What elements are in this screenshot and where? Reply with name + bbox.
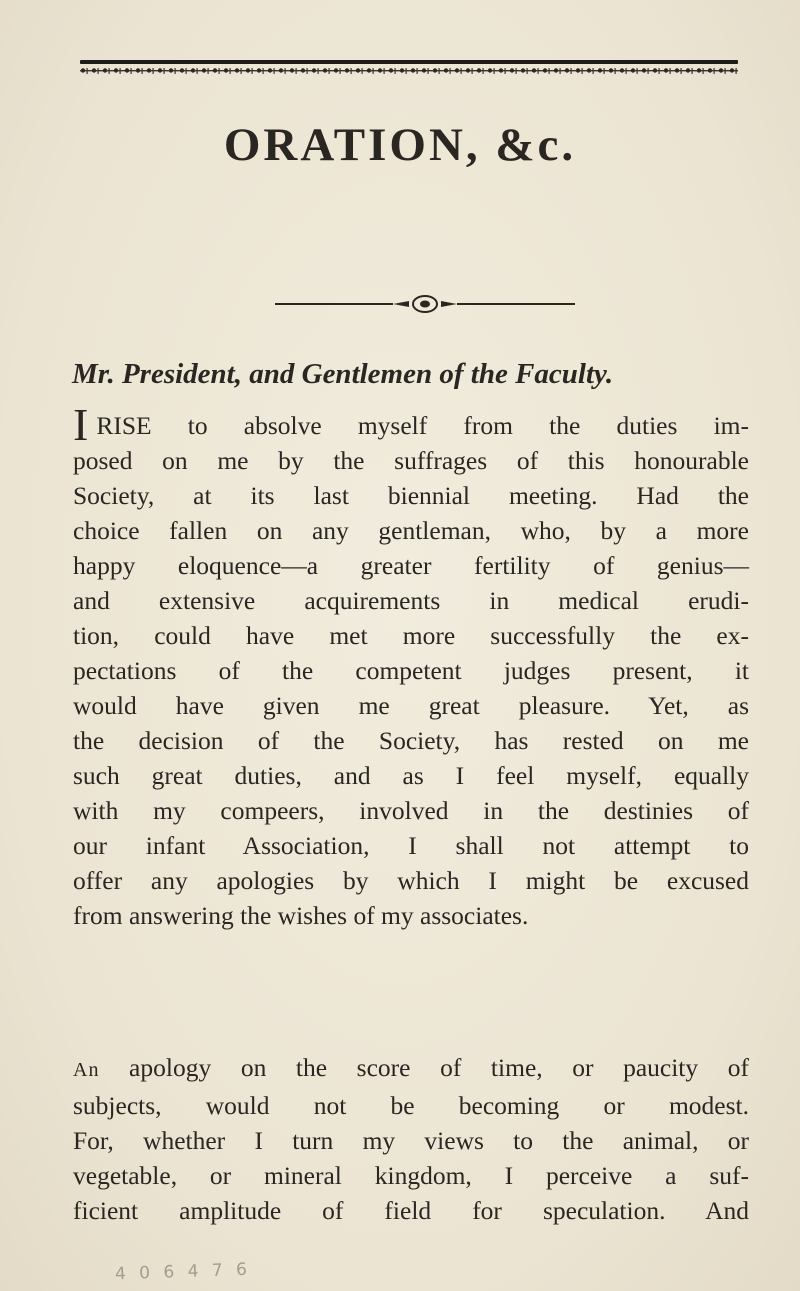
top-rule bbox=[80, 60, 738, 64]
paragraph-line: happy eloquence—a greater fertility of genius— bbox=[73, 551, 749, 580]
paragraph-line: For, whether I turn my views to the animal, or bbox=[73, 1126, 749, 1155]
paragraph-line: vegetable, or mineral kingdom, I perceive a suf- bbox=[73, 1161, 749, 1190]
line-text: apology on the score of time, or paucity of bbox=[99, 1053, 749, 1082]
paragraph-line: Society, at its last biennial meeting. Had the bbox=[73, 481, 749, 510]
line-text: to absolve myself from the duties im- bbox=[151, 411, 749, 440]
paragraph-line: ficient amplitude of field for speculation. And bbox=[73, 1196, 749, 1225]
paragraph-2 bbox=[73, 1050, 749, 1228]
paragraph-line: such great duties, and as I feel myself, equally bbox=[73, 761, 749, 790]
paragraph-line: from answering the wishes of my associates. bbox=[73, 901, 529, 930]
paragraph-line: pectations of the competent judges present, it bbox=[73, 656, 749, 685]
page-title: ORATION, &c. bbox=[223, 119, 577, 171]
page-stamp: 4 0 6 4 7 6 bbox=[114, 1259, 252, 1285]
paragraph-line: our infant Association, I shall not attempt to bbox=[73, 831, 749, 860]
paragraph-line: with my compeers, involved in the destinies of bbox=[73, 796, 749, 825]
paragraph-line: offer any apologies by which I might be excused bbox=[73, 866, 749, 895]
salutation: Mr. President, and Gentlemen of the Faculty. bbox=[72, 358, 614, 390]
drop-initial: I bbox=[73, 399, 89, 450]
paragraph-line bbox=[73, 1050, 749, 1088]
paragraph-line: and extensive acquirements in medical erudi- bbox=[73, 586, 749, 615]
paragraph-line: tion, could have met more successfully the ex- bbox=[73, 621, 749, 650]
paragraph-line: subjects, would not be becoming or modest. bbox=[73, 1091, 749, 1120]
opening-word: An bbox=[73, 1059, 100, 1081]
paragraph-line: the decision of the Society, has rested on me bbox=[73, 726, 749, 755]
paragraph-line bbox=[73, 399, 749, 450]
paragraph-line: would have given me great pleasure. Yet, as bbox=[73, 691, 749, 720]
opening-word: RISE bbox=[96, 411, 152, 440]
paragraph-line: choice fallen on any gentleman, who, by a more bbox=[73, 516, 749, 545]
ornamental-divider bbox=[275, 292, 575, 316]
paragraph-line: posed on me by the suffrages of this honourable bbox=[73, 446, 749, 475]
paragraph-1 bbox=[73, 399, 749, 933]
ornamental-border bbox=[80, 66, 738, 76]
